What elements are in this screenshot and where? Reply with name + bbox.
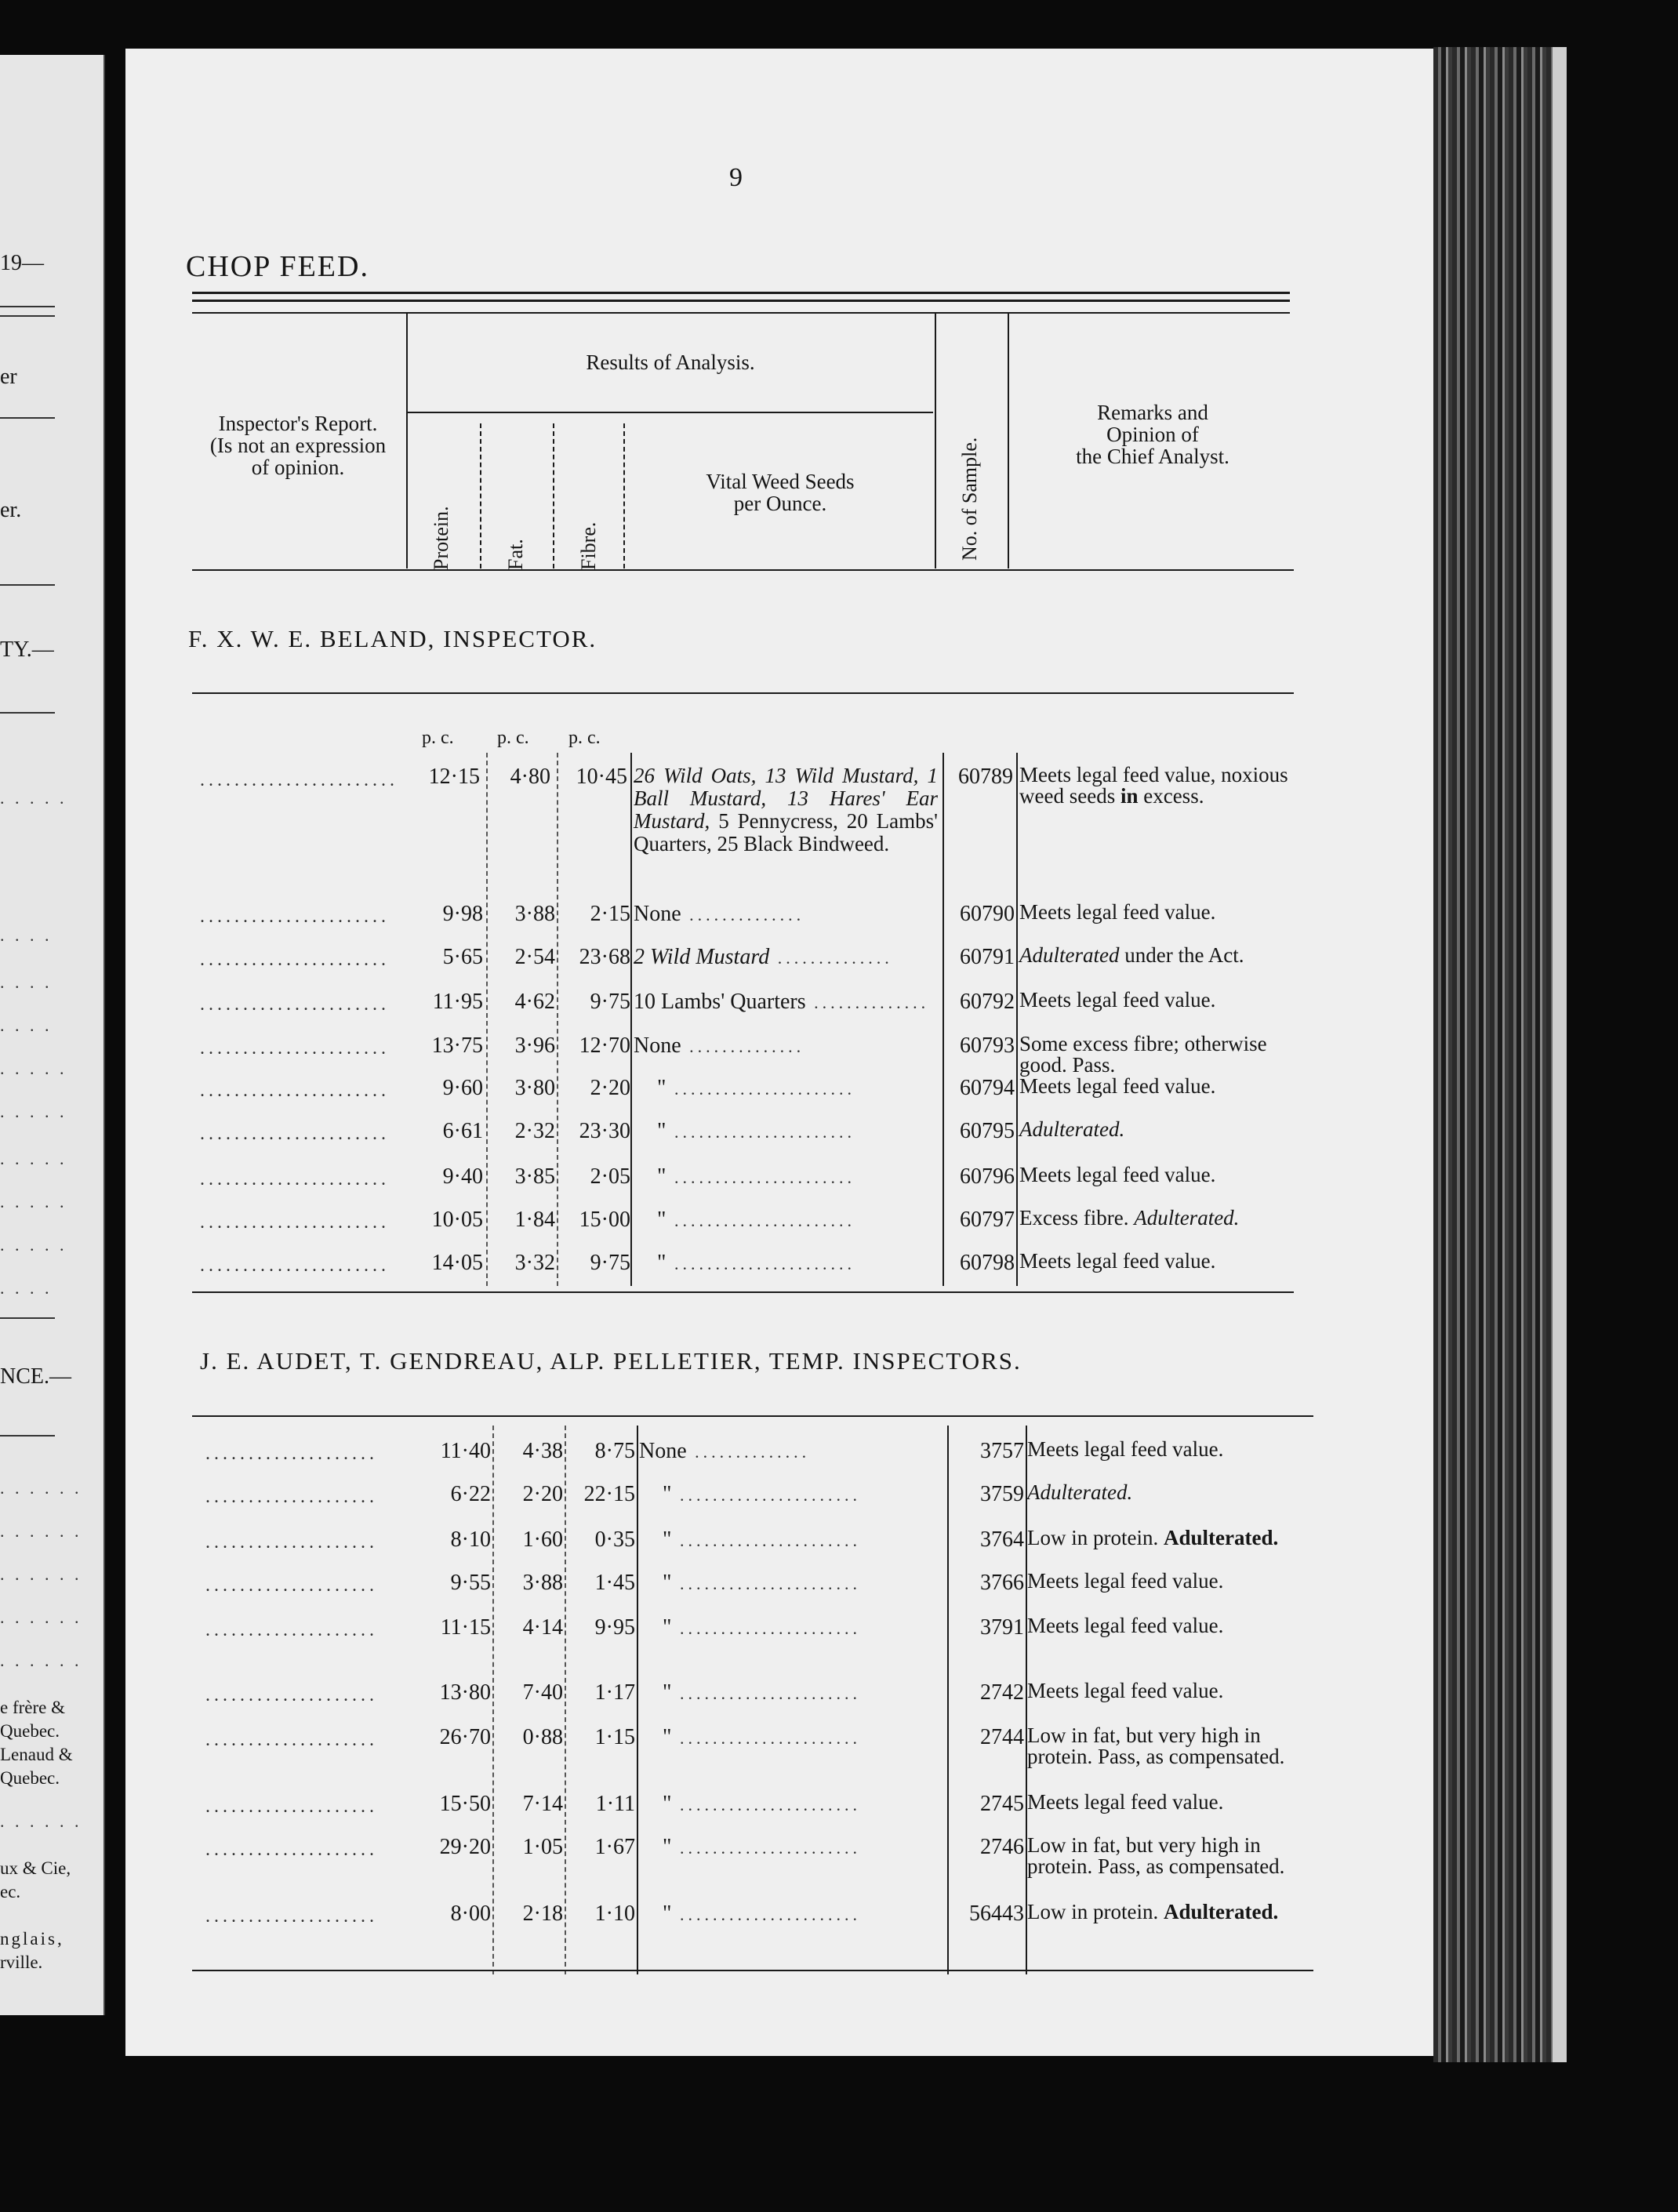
- remark-cell: Low in protein. Adulterated.: [1027, 1900, 1279, 1923]
- fat-value: 3·88: [514, 902, 555, 926]
- header-remarks: Remarks and: [1097, 401, 1208, 424]
- fat-value: 2·18: [522, 1901, 563, 1926]
- protein-value: 10·05: [431, 1208, 483, 1232]
- protein-value: 9·40: [442, 1164, 483, 1189]
- sample-number: 60797: [960, 1208, 1015, 1232]
- fibre-value: 1·11: [595, 1792, 635, 1816]
- fibre-value: 1·45: [594, 1571, 635, 1595]
- fat-value: 1·84: [514, 1208, 555, 1232]
- left-fragment: Lenaud &: [0, 1745, 73, 1764]
- header-sample-no: No. of Sample.: [958, 437, 981, 561]
- sample-number: 56443: [969, 1901, 1024, 1926]
- sample-number: 60790: [960, 902, 1015, 926]
- left-fragment: rville.: [0, 1952, 43, 1972]
- remark-cell: Adulterated under the Act.: [1019, 943, 1244, 967]
- fat-value: 3·85: [514, 1164, 555, 1189]
- fat-value: 4·62: [514, 990, 555, 1014]
- remark-cell: Meets legal feed value.: [1027, 1437, 1224, 1461]
- fibre-value: 9·95: [594, 1615, 635, 1640]
- protein-value: 5·65: [442, 945, 483, 969]
- weed-seeds-cell: " ......................: [663, 1615, 861, 1640]
- weed-seeds-cell: " ......................: [663, 1680, 861, 1705]
- fibre-value: 22·15: [583, 1482, 635, 1506]
- fat-value: 2·54: [514, 945, 555, 969]
- fat-value: 7·40: [522, 1680, 563, 1705]
- fibre-value: 23·30: [579, 1119, 630, 1143]
- fat-value: 4·38: [522, 1439, 563, 1463]
- remark-cell: Meets legal feed value.: [1027, 1679, 1224, 1702]
- weed-seeds-cell: None ..............: [634, 902, 805, 926]
- weed-seeds-cell: " ......................: [657, 1119, 855, 1143]
- weed-seeds-cell: " ......................: [657, 1208, 855, 1232]
- section-title: F. X. W. E. BELAND, INSPECTOR.: [188, 625, 597, 652]
- left-fragment: TY.—: [0, 637, 54, 662]
- header-protein: Protein.: [430, 506, 452, 570]
- remark-cell: Adulterated.: [1019, 1117, 1125, 1141]
- header-fibre: Fibre.: [577, 521, 600, 570]
- fibre-value: 12·70: [579, 1033, 630, 1058]
- remark-cell: Meets legal feed value.: [1027, 1569, 1224, 1593]
- fibre-value: 2·15: [590, 902, 630, 926]
- weed-seeds-cell: " ......................: [657, 1076, 855, 1100]
- fat-value: 3·80: [514, 1076, 555, 1100]
- fat-value: 2·20: [522, 1482, 563, 1506]
- fat-value: 4·14: [522, 1615, 563, 1640]
- sample-number: 60794: [960, 1076, 1015, 1100]
- header-inspector-report: Inspector's Report.: [218, 412, 378, 435]
- remark-cell: Excess fibre. Adulterated.: [1019, 1206, 1240, 1229]
- remark-cell: Meets legal feed value.: [1027, 1614, 1224, 1637]
- remark-cell: Low in protein. Adulterated.: [1027, 1526, 1279, 1549]
- fat-value: 3·96: [514, 1033, 555, 1058]
- fat-value: 3·88: [522, 1571, 563, 1595]
- remark-cell: Meets legal feed value.: [1019, 1249, 1216, 1273]
- fibre-value: 1·17: [594, 1680, 635, 1705]
- sample-number: 2742: [980, 1680, 1024, 1705]
- sample-number: 60791: [960, 945, 1015, 969]
- weed-seeds-cell: " ......................: [663, 1901, 861, 1926]
- left-fragment: 19—: [0, 251, 44, 275]
- sample-number: 3766: [980, 1571, 1024, 1595]
- protein-value: 29·20: [439, 1835, 491, 1859]
- protein-value: 9·98: [442, 902, 483, 926]
- protein-value: 11·40: [440, 1439, 491, 1463]
- sample-number: 2746: [980, 1835, 1024, 1859]
- left-fragment: er.: [0, 498, 22, 522]
- left-fragment: Quebec.: [0, 1768, 60, 1788]
- protein-value: 9·55: [450, 1571, 491, 1595]
- sample-number: 3764: [980, 1527, 1024, 1552]
- left-fragment: nglais,: [0, 1929, 64, 1949]
- left-fragment: er: [0, 365, 17, 389]
- weed-seeds-cell: None ..............: [639, 1439, 811, 1463]
- remark-cell: Low in fat, but very high in protein. Pass, as compensated.: [1027, 1723, 1285, 1768]
- left-fragment: ux & Cie,: [0, 1858, 71, 1878]
- weed-seeds-cell: 10 Lambs' Quarters ..............: [634, 990, 930, 1014]
- fibre-value: 0·35: [594, 1527, 635, 1552]
- header-weed-seeds: Vital Weed Seeds: [706, 470, 855, 493]
- protein-value: 8·10: [450, 1527, 491, 1552]
- sample-number: 60798: [960, 1251, 1015, 1275]
- remark-cell: Low in fat, but very high in protein. Pass, as compensated.: [1027, 1833, 1285, 1878]
- fat-value: 0·88: [522, 1725, 563, 1749]
- protein-value: 11·95: [432, 990, 483, 1014]
- protein-value: 9·60: [442, 1076, 483, 1100]
- left-fragment: ec.: [0, 1882, 21, 1901]
- left-fragment: NCE.—: [0, 1364, 71, 1389]
- sample-number: 2745: [980, 1792, 1024, 1816]
- weed-seeds-cell: " ......................: [657, 1251, 855, 1275]
- fibre-value: 9·75: [590, 1251, 630, 1275]
- page-title: CHOP FEED.: [186, 250, 369, 283]
- weed-seeds-cell: " ......................: [663, 1527, 861, 1552]
- protein-value: 8·00: [450, 1901, 491, 1926]
- fat-value: 7·14: [522, 1792, 563, 1816]
- left-fragment: Quebec.: [0, 1721, 60, 1741]
- sample-number: 2744: [980, 1725, 1024, 1749]
- protein-value: 15·50: [439, 1792, 491, 1816]
- protein-value: 13·80: [439, 1680, 491, 1705]
- weed-seeds-cell: " ......................: [663, 1482, 861, 1506]
- book-binding: [1433, 47, 1553, 2062]
- page-edge: [1553, 47, 1567, 2062]
- protein-value: 13·75: [431, 1033, 483, 1058]
- fibre-value: 2·05: [590, 1164, 630, 1189]
- fibre-value: 1·10: [594, 1901, 635, 1926]
- fibre-value: 23·68: [579, 945, 630, 969]
- left-fragment: e frère &: [0, 1698, 65, 1717]
- fat-value: 3·32: [514, 1251, 555, 1275]
- remark-cell: Meets legal feed value.: [1019, 1074, 1216, 1098]
- fibre-value: 2·20: [590, 1076, 630, 1100]
- sample-number: 60792: [960, 990, 1015, 1014]
- left-facing-page: 19— er er. TY.— . . . . . . . . . . . . . . . . . . . . . . . . . . . . . . . . . . . . . . . . . . . . . . NCE.— . . . . . . . . . . . . . . . . . . . . . . . . . . . . . . e frère & Quebec. Lenaud & Quebec. . . . . . . ux & Cie, ec. nglais, rville.: [0, 55, 105, 2015]
- page-number: 9: [729, 163, 743, 192]
- protein-value: 11·15: [440, 1615, 491, 1640]
- remark-cell: Adulterated.: [1027, 1480, 1133, 1504]
- weed-seeds-cell: " ......................: [663, 1725, 861, 1749]
- fibre-value: 15·00: [579, 1208, 630, 1232]
- protein-value: 26·70: [439, 1725, 491, 1749]
- header-results-of-analysis: Results of Analysis.: [586, 351, 755, 374]
- protein-value: 14·05: [431, 1251, 483, 1275]
- weed-seeds-cell: " ......................: [663, 1835, 861, 1859]
- fibre-value: 1·15: [594, 1725, 635, 1749]
- protein-value: 6·22: [450, 1482, 491, 1506]
- protein-value: 6·61: [442, 1119, 483, 1143]
- fat-value: 2·32: [514, 1119, 555, 1143]
- remark-cell: Meets legal feed value.: [1027, 1790, 1224, 1814]
- remark-cell: Some excess fibre; otherwise good. Pass.: [1019, 1032, 1267, 1077]
- sample-number: 3791: [980, 1615, 1024, 1640]
- sample-number: 60793: [960, 1033, 1015, 1058]
- fibre-value: 1·67: [594, 1835, 635, 1859]
- weed-seeds-cell: None ..............: [634, 1033, 805, 1058]
- weed-seeds-cell: " ......................: [663, 1792, 861, 1816]
- sample-number: 3759: [980, 1482, 1024, 1506]
- sample-number: 60796: [960, 1164, 1015, 1189]
- weed-seeds-cell: 2 Wild Mustard ..............: [634, 945, 893, 969]
- header-fat: Fat.: [504, 539, 527, 570]
- weed-seeds-cell: " ......................: [657, 1164, 855, 1189]
- sample-number: 60795: [960, 1119, 1015, 1143]
- remark-cell: Meets legal feed value.: [1019, 988, 1216, 1012]
- weed-seeds-cell: " ......................: [663, 1571, 861, 1595]
- remark-cell: Meets legal feed value.: [1019, 1163, 1216, 1186]
- section-title: J. E. AUDET, T. GENDREAU, ALP. PELLETIER, TEMP. INSPECTORS.: [200, 1347, 1022, 1375]
- sample-number: 3757: [980, 1439, 1024, 1463]
- fibre-value: 9·75: [590, 990, 630, 1014]
- fibre-value: 8·75: [594, 1439, 635, 1463]
- fat-value: 1·05: [522, 1835, 563, 1859]
- remark-cell: Meets legal feed value.: [1019, 900, 1216, 924]
- fat-value: 1·60: [522, 1527, 563, 1552]
